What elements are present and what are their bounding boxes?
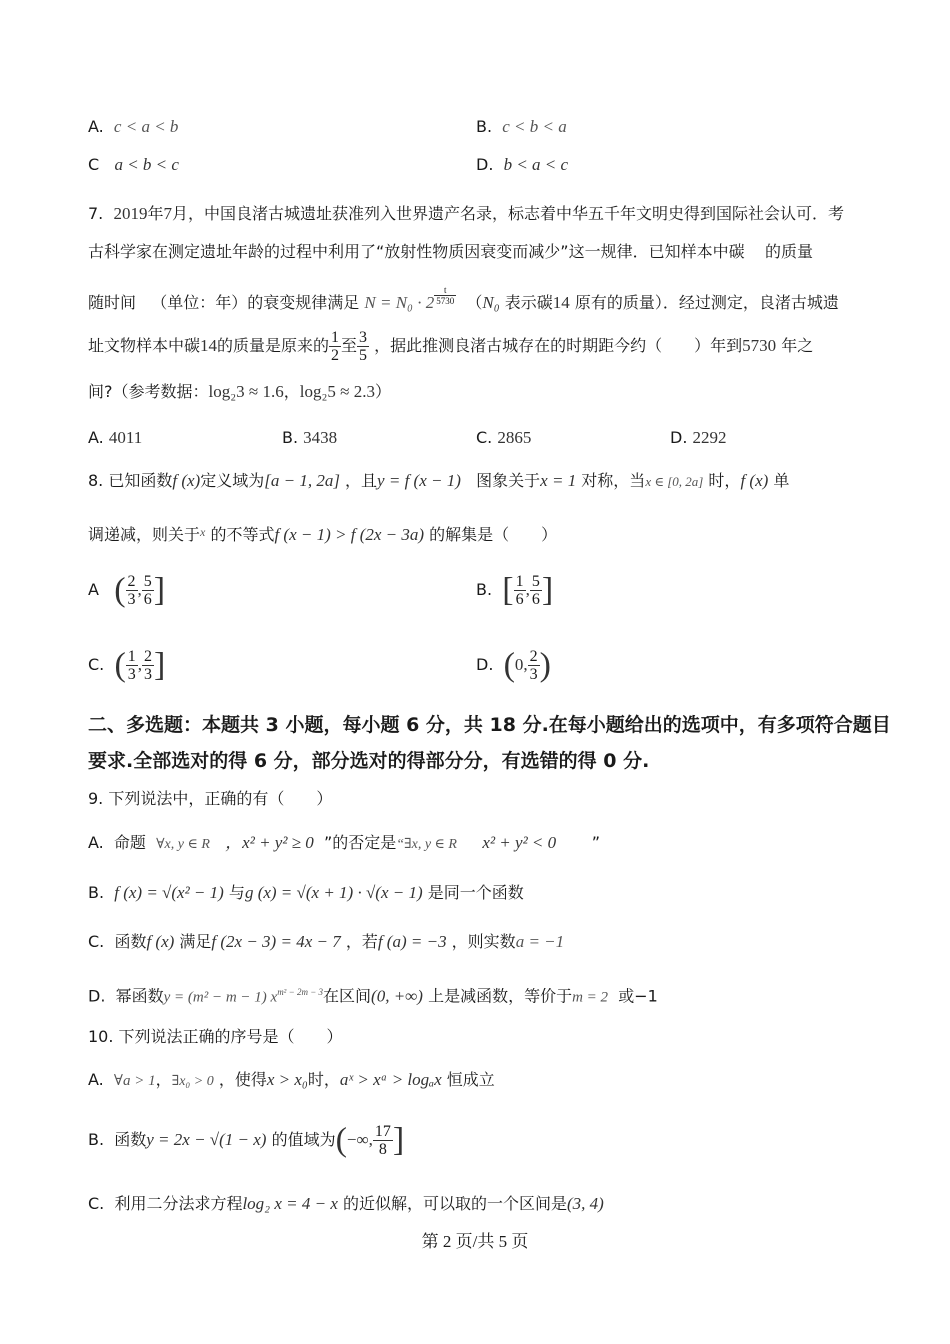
- section-2-heading-line-2: 要求.全部选对的得 6 分，部分选对的得部分分，有选错的得 0 分.: [88, 750, 650, 772]
- q10-stem: 10. 下列说法正确的序号是（ ）: [88, 1027, 343, 1046]
- q7-line-2: 古科学家在测定遗址年龄的过程中利用了“放射性物质因衰变而减少”这一规律．已知样本中碳 的质量: [88, 242, 813, 261]
- q8-option-b: B. [ $\frac{1}{6}$ , $\frac{5}{6}$ ]: [476, 571, 554, 609]
- q9-option-c: C. 函数f (x) 满足f (2x − 3) = 4x − 7 ，若f (a) = −3 ，则实数a = −1: [88, 932, 565, 951]
- page-footer: 第 2 页/共 5 页: [421, 1232, 529, 1251]
- q7-option-a: A. 4011: [88, 428, 143, 447]
- q6-option-c: C a < b < c: [88, 155, 179, 174]
- q8-option-a: A ( $\frac{2}{3}$ , $\frac{5}{6}$ ]: [88, 571, 166, 609]
- q8-line-1: 8. 已知函数f (x)定义域为[a − 1, 2a] ，且y = f (x − 1) 图象关于x = 1 对称，当x ∈ [0, 2a] 时，f (x) 单: [88, 471, 790, 490]
- q6-option-d: D. b < a < c: [476, 155, 569, 174]
- q7-exponent: $\frac{t}{5730}$: [436, 285, 455, 306]
- q9-stem: 9. 下列说法中，正确的有（ ）: [88, 789, 333, 808]
- q7-fraction-1-2: $\frac{1}{2}$: [331, 329, 340, 364]
- section-2-heading-line-1: 二、多选题：本题共 3 小题，每小题 6 分，共 18 分.在每小题给出的选项中，有多项符合题目: [88, 714, 891, 736]
- q7-line-1: 7. 2019年7月，中国良渚古城遗址获准列入世界遗产名录，标志着中华五千年文明史得到国际社会认可．考: [88, 204, 844, 223]
- q10-option-a: A. ∀a > 1，∃x₀ > 0 ，使得x > x₀时，aˣ > xᵃ > logₐx 恒成立: [88, 1070, 495, 1089]
- q7-option-d: D. 2292: [670, 428, 727, 447]
- q7-line-4: 址文物样本中碳14的质量是原来的 $\frac{1}{2}$ 至 $\frac{3}{5}$ ，据此推测良渚古城存在的时期距今约（ ）年到5730 年之: [88, 329, 814, 364]
- q10-option-c: C. 利用二分法求方程log₂ x = 4 − x 的近似解，可以取的一个区间是(3, 4): [88, 1194, 604, 1213]
- q9-option-a: A. 命题 ∀x, y ∈ R ，x² + y² ≥ 0 ”的否定是“∃x, y ∈ R x² + y² < 0 ”: [88, 833, 601, 852]
- q9-option-b: B. f (x) = √(x² − 1) 与g (x) = √(x + 1) · √(x − 1) 是同一个函数: [88, 883, 524, 902]
- q7-line-3: 随时间 （单位：年）的衰变规律满足 N = N₀ · 2 $\frac{t}{5730}$ （N₀ 表示碳14 原有的质量）．经过测定，良渚古城遗: [88, 285, 839, 312]
- q7-option-c: C. 2865: [476, 428, 532, 447]
- q9-option-d: D. 幂函数y = (m² − m − 1) $x^{m^2 - 2m - 3}$在区间(0, +∞) 上是减函数，等价于m = 2 或−1: [88, 986, 658, 1006]
- q7-line-5: 间?（参考数据：log₂3 ≈ 1.6，log₂5 ≈ 2.3）: [88, 382, 391, 401]
- q8-option-d: D. (0, $\frac{2}{3}$ ): [476, 646, 551, 684]
- q10-option-b: B. 函数y = 2x − √(1 − x) 的值域为(−∞, $\frac{17}{8}$ ]: [88, 1121, 405, 1159]
- q6-option-a: A. c < a < b: [88, 117, 179, 136]
- q7-option-b: B. 3438: [282, 428, 338, 447]
- q6-option-b: B. c < b < a: [476, 117, 567, 136]
- q8-line-2: 调递减，则关于$^x$ 的不等式f (x − 1) > f (2x − 3a) 的解集是（ ）: [88, 525, 558, 544]
- q7-fraction-3-5: $\frac{3}{5}$: [359, 329, 368, 364]
- q8-option-c: C. ( $\frac{1}{3}$ , $\frac{2}{3}$ ]: [88, 646, 166, 684]
